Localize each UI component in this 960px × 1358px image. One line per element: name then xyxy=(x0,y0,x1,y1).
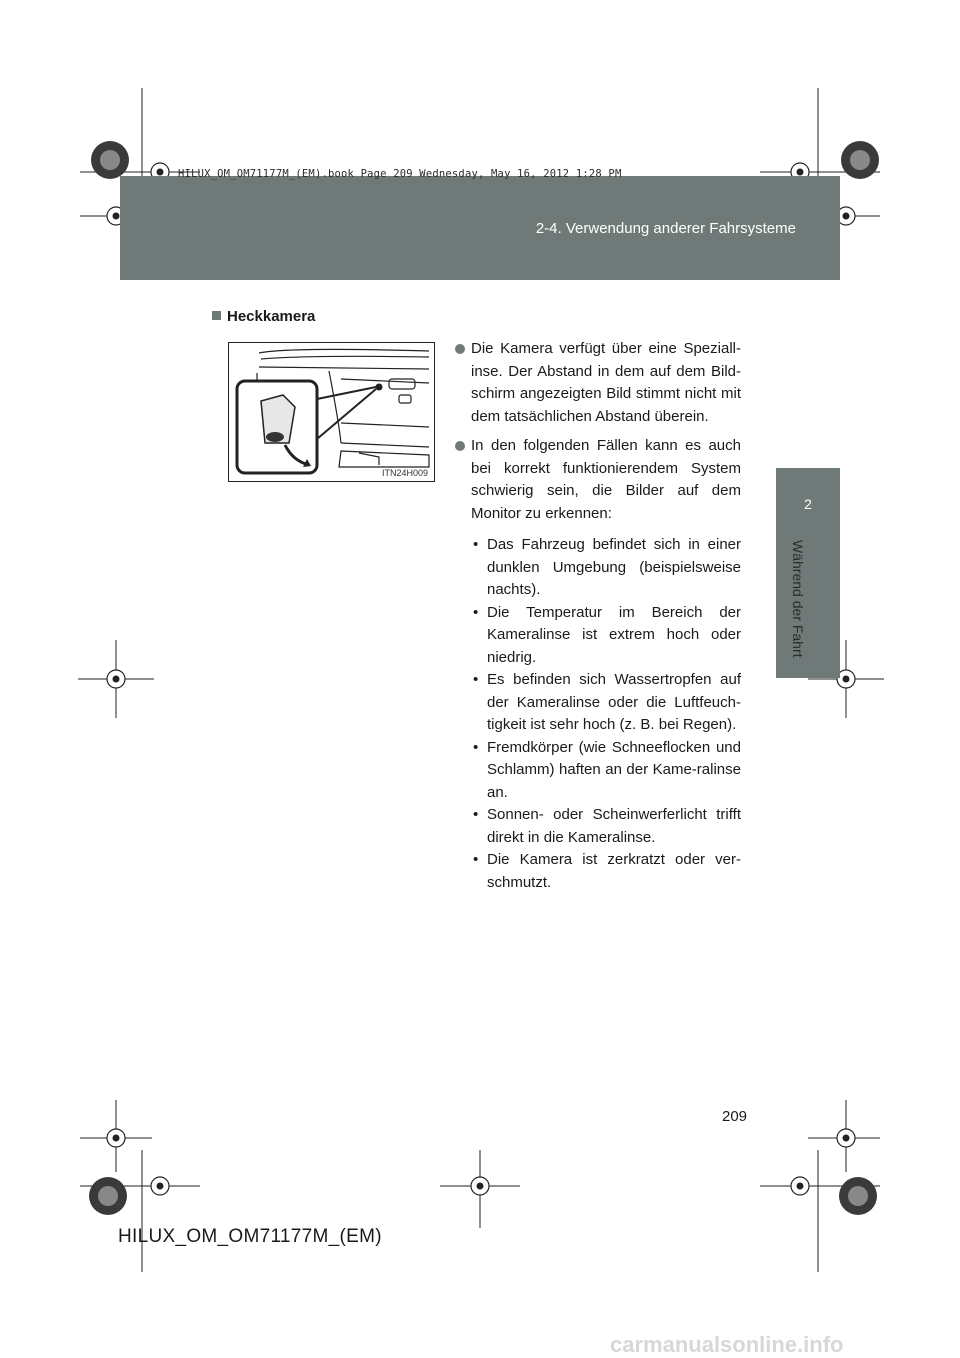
truck-tailgate-drawing xyxy=(229,343,433,480)
list-item-text: Sonnen- oder Scheinwerferlicht trifft direkt in die Kameralinse. xyxy=(487,806,741,846)
watermark-text: carmanualsonline.info xyxy=(610,1332,844,1357)
list-item xyxy=(473,849,741,894)
condition-list xyxy=(473,534,741,894)
figure-code: ITN24H009 xyxy=(381,468,428,478)
chapter-number: 2 xyxy=(804,496,812,512)
list-item-text: Die Kamera ist zerkratzt oder ver-schmutzt. xyxy=(487,851,741,891)
list-marker: • xyxy=(473,738,479,756)
page-number: 209 xyxy=(722,1108,748,1125)
list-marker: • xyxy=(473,806,479,823)
chapter-label-text: Während der Fahrt xyxy=(790,540,806,658)
section-heading xyxy=(212,308,315,325)
list-marker: • xyxy=(473,671,479,688)
footer-doc-id: HILUX_OM_OM71177M_(EM) xyxy=(118,1226,382,1247)
list-item xyxy=(473,602,741,670)
section-heading-text: Heckkamera xyxy=(227,308,316,325)
header-band xyxy=(120,176,840,280)
list-item-text: Es befinden sich Wassertropfen auf der Kameralinse oder die Luftfeuch-tigkeit ist sehr hoch (z. B. bei Regen). xyxy=(487,671,741,733)
list-item-text: Das Fahrzeug befindet sich in einer dunklen Umgebung (beispielsweise nachts). xyxy=(487,536,741,598)
list-item xyxy=(473,804,741,849)
list-marker: • xyxy=(473,851,479,868)
bullet-dot-icon xyxy=(455,441,465,451)
list-item-text: Die Temperatur im Bereich der Kameralinse ist extrem hoch oder niedrig. xyxy=(487,603,741,666)
bullet-item xyxy=(455,338,741,428)
bullet-item xyxy=(455,435,741,525)
bullet-dot-icon xyxy=(455,344,465,354)
watermark xyxy=(0,1296,960,1358)
list-item-text: Fremdkörper (wie Schneeflocken und Schlamm) haften an der Kame-ralinse an. xyxy=(487,738,741,801)
book-stamp: HILUX_OM_OM71177M_(EM).book Page 209 Wednesday, May 16, 2012 1:28 PM xyxy=(178,168,622,180)
list-item xyxy=(473,669,741,737)
bullet-text: In den folgenden Fällen kann es auch bei korrekt funktionierendem System schwierig sein, die Bilder auf dem Monitor zu erkennen: xyxy=(471,437,741,522)
heading-square-icon xyxy=(212,311,221,320)
list-marker: • xyxy=(473,603,479,621)
bullet-text: Die Kamera verfügt über eine Speziall-inse. Der Abstand in dem auf dem Bild-schirm angezeigten Bild stimmt nicht mit dem tatsächlichen Abstand überein. xyxy=(471,340,741,425)
chapter-label xyxy=(776,530,840,680)
list-marker: • xyxy=(473,536,479,553)
list-item xyxy=(473,534,741,602)
body-text xyxy=(455,338,741,894)
rear-camera-illustration xyxy=(228,342,435,482)
list-item xyxy=(473,737,741,805)
section-title: 2-4. Verwendung anderer Fahrsysteme xyxy=(535,220,796,237)
